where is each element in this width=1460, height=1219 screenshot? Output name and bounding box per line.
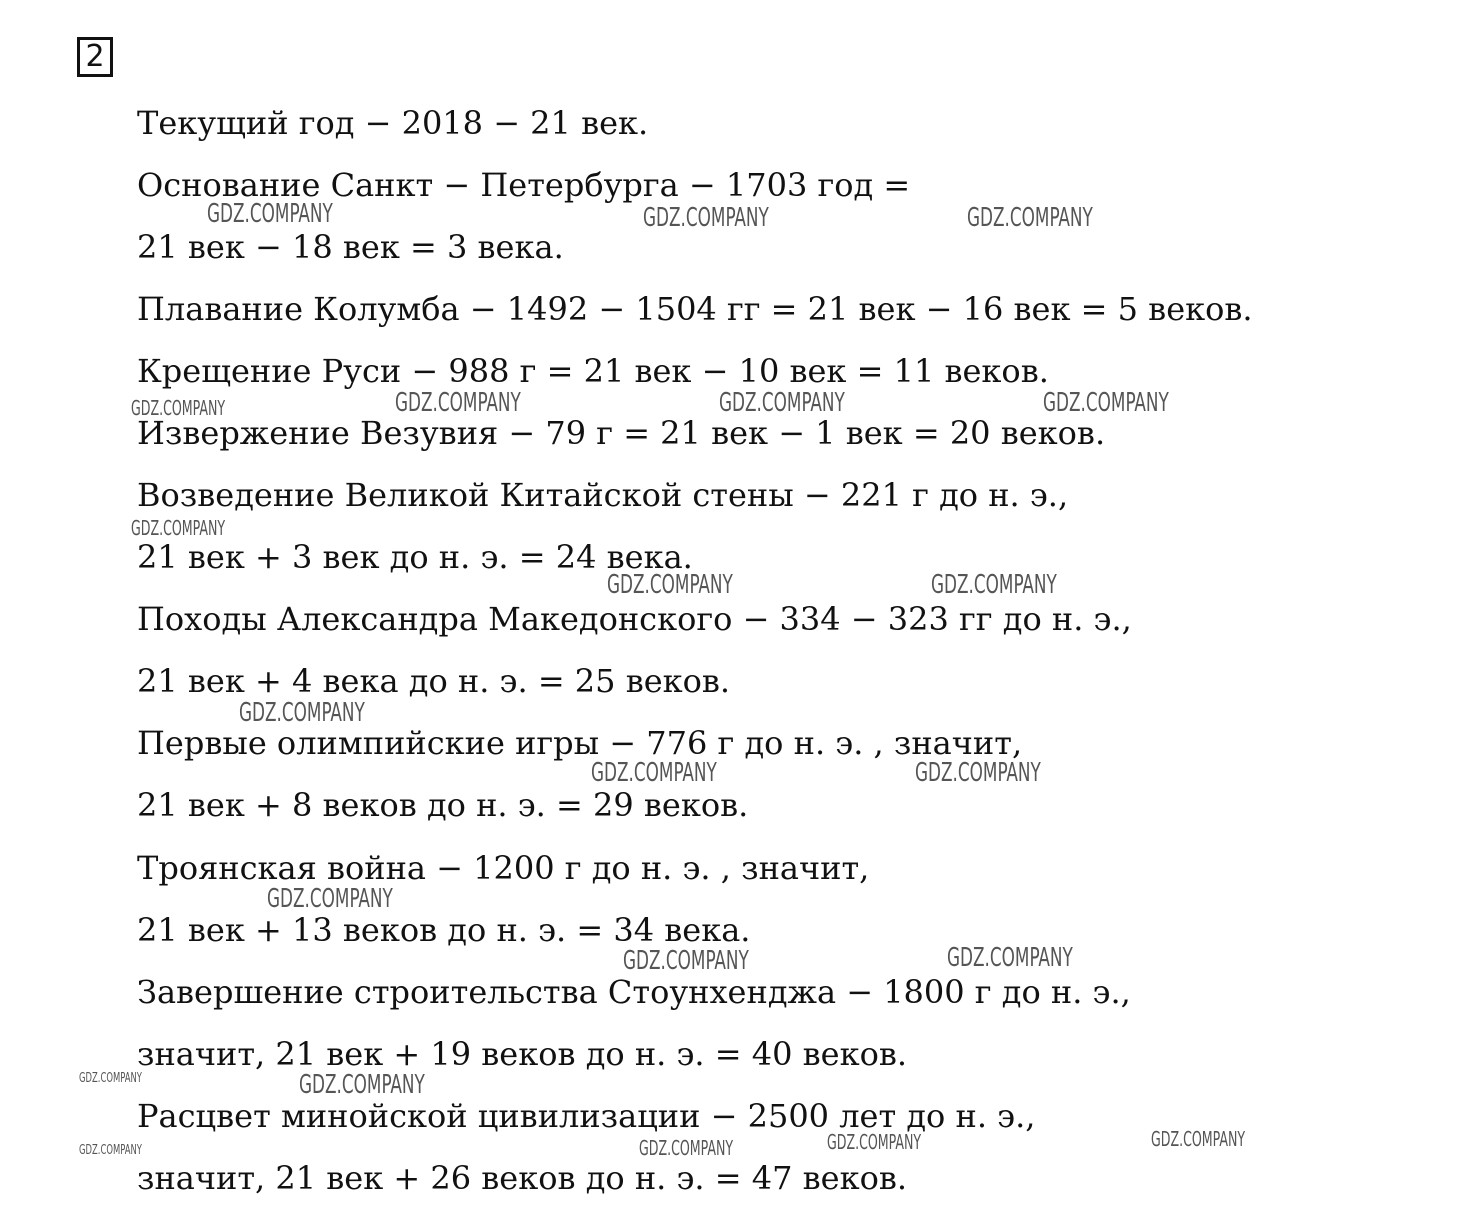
- solution-line: Основание Санкт − Петербурга − 1703 год =: [137, 166, 911, 204]
- solution-line: Крещение Руси − 988 г = 21 век − 10 век = 11 веков.: [137, 352, 1049, 390]
- solution-line: Троянская война − 1200 г до н. э. , значит,: [137, 849, 870, 887]
- solution-line: 21 век − 18 век = 3 века.: [137, 228, 564, 266]
- watermark: GDZ.COMPANY: [623, 946, 749, 976]
- watermark: GDZ.COMPANY: [607, 570, 733, 600]
- watermark: GDZ.COMPANY: [299, 1070, 425, 1100]
- watermark: GDZ.COMPANY: [643, 203, 769, 233]
- watermark: GDZ.COMPANY: [915, 758, 1041, 788]
- watermark: GDZ.COMPANY: [207, 199, 333, 229]
- solution-line: Расцвет минойской цивилизации − 2500 лет до н. э.,: [137, 1097, 1036, 1135]
- solution-line: 21 век + 8 веков до н. э. = 29 веков.: [137, 786, 749, 824]
- solution-line: Плавание Колумба − 1492 − 1504 гг = 21 век − 16 век = 5 веков.: [137, 290, 1253, 328]
- solution-line: Возведение Великой Китайской стены − 221 г до н. э.,: [137, 476, 1069, 514]
- watermark: GDZ.COMPANY: [1151, 1127, 1246, 1151]
- solution-line: 21 век + 3 век до н. э. = 24 века.: [137, 538, 693, 576]
- watermark: GDZ.COMPANY: [639, 1136, 734, 1160]
- watermark: GDZ.COMPANY: [591, 758, 717, 788]
- watermark: GDZ.COMPANY: [827, 1130, 922, 1154]
- watermark: GDZ.COMPANY: [931, 570, 1057, 600]
- watermark: GDZ.COMPANY: [947, 943, 1073, 973]
- watermark: GDZ.COMPANY: [395, 388, 521, 418]
- watermark: GDZ.COMPANY: [79, 1071, 142, 1086]
- task-number-box: 2: [77, 37, 113, 77]
- solution-line: значит, 21 век + 19 веков до н. э. = 40 веков.: [137, 1035, 908, 1073]
- solution-line: Текущий год − 2018 − 21 век.: [137, 104, 649, 142]
- watermark: GDZ.COMPANY: [131, 396, 226, 420]
- solution-line: Извержение Везувия − 79 г = 21 век − 1 век = 20 веков.: [137, 414, 1106, 452]
- watermark: GDZ.COMPANY: [131, 516, 226, 540]
- solution-line: 21 век + 13 веков до н. э. = 34 века.: [137, 911, 751, 949]
- solution-line: Завершение строительства Стоунхенджа − 1800 г до н. э.,: [137, 973, 1131, 1011]
- watermark: GDZ.COMPANY: [239, 698, 365, 728]
- watermark: GDZ.COMPANY: [967, 203, 1093, 233]
- solution-line: Походы Александра Македонского − 334 − 323 гг до н. э.,: [137, 600, 1132, 638]
- solution-line: Первые олимпийские игры − 776 г до н. э. , значит,: [137, 724, 1023, 762]
- watermark: GDZ.COMPANY: [79, 1143, 142, 1158]
- watermark: GDZ.COMPANY: [267, 884, 393, 914]
- solution-line: 21 век + 4 века до н. э. = 25 веков.: [137, 662, 731, 700]
- watermark: GDZ.COMPANY: [1043, 388, 1169, 418]
- solution-line: значит, 21 век + 26 веков до н. э. = 47 веков.: [137, 1159, 908, 1197]
- watermark: GDZ.COMPANY: [719, 388, 845, 418]
